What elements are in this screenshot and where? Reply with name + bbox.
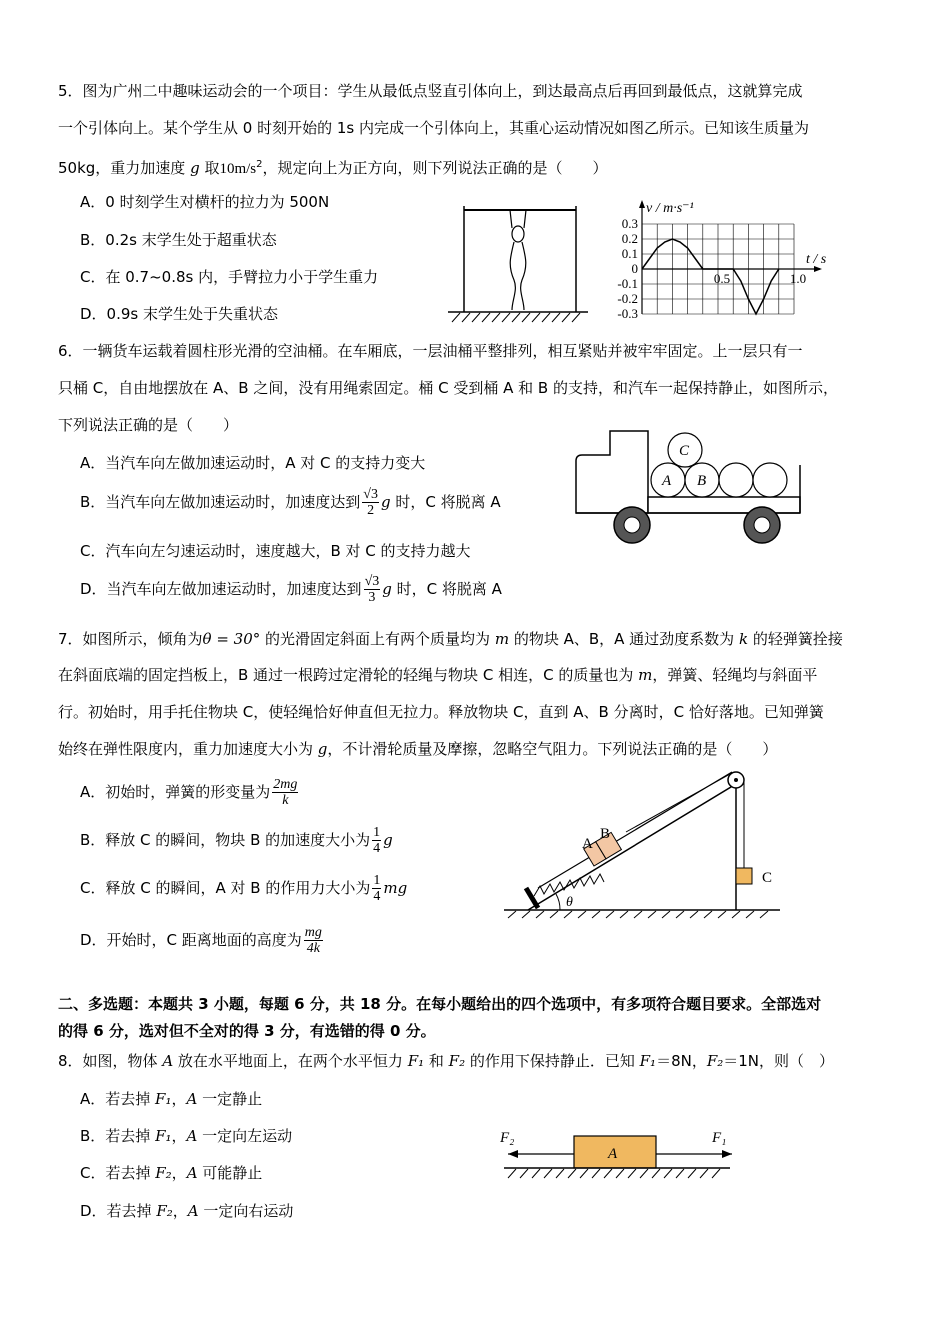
q7-option-a [80,777,300,808]
chart-series-line [642,239,779,314]
q7-text: C．释放 C 的瞬间，A 对 B 的作用力大小为 [80,879,371,897]
fraction-num: 1 [373,825,381,840]
y-tick-label: 0 [631,261,638,276]
q5-stem-line3 [58,154,608,180]
q5-stem-line2: 一个引体向上。某个学生从 0 时刻开始的 1s 内完成一个引体向上，其重心运动情况如图乙所示。已知该生质量为 [58,119,809,137]
q8-text: ， [172,1202,188,1220]
q8-text: 放在水平地面上，在两个水平恒力 [173,1052,408,1070]
m-symbol: m [638,666,653,684]
q6-option-a: A．当汽车向左做加速运动时，A 对 C 的支持力变大 [80,454,426,472]
q7-option-c [80,873,407,904]
q5-stem-line1: 5．图为广州二中趣味运动会的一个项目：学生从最低点竖直引体向上，到达最高点后再回到最低点，这就算完成 [58,82,803,100]
q6-option-c: C．汽车向左匀速运动时，速度越大，B 对 C 的支持力越大 [80,542,471,560]
q8-option-d [80,1200,293,1222]
q6-text: 时，C 将脱离 A [391,580,502,598]
q5-option-b: B．0.2s 末学生处于超重状态 [80,231,277,249]
q8-text: 可能静止 [197,1164,263,1182]
q5-text: 取 [199,159,220,177]
q8-text: ＝8N， [656,1052,707,1070]
f2-symbol: F₂ [448,1052,466,1070]
q6-stem-line3: 下列说法正确的是（ ） [58,416,239,434]
q8-text: B．若去掉 [80,1127,156,1145]
f2-label: F₂ [500,1130,515,1146]
q8-option-c [80,1162,262,1184]
force-symbol: F₁ [155,1090,172,1108]
fraction-num: 2mg [273,777,298,792]
chart-y-ticks [617,216,638,321]
q6-truck-figure [570,425,810,550]
f1-symbol: F₁ [407,1052,425,1070]
force-symbol: F₁ [155,1127,172,1145]
angle-theta-label: θ [566,895,573,910]
f2-arrow-icon [508,1150,518,1158]
x-tick-label: 0.5 [713,271,731,286]
q8-text: 8．如图，物体 [58,1052,163,1070]
chart-axes [639,200,822,314]
q6-stem-line1: 6．一辆货车运载着圆柱形光滑的空油桶。在车厢底，一层油桶平整排列，相互紧贴并被牢牢固定。上一层只有一 [58,342,803,360]
q5-unit: 10m/s [219,161,257,177]
a-symbol: A [162,1052,174,1070]
barrel [753,463,787,497]
q7-theta-expr: θ = 30° [202,630,261,648]
q7-text: 的轻弹簧拴接 [748,630,843,648]
q6-option-b [80,487,501,518]
fraction-num: √3 [364,574,380,589]
block-c-label: C [762,870,773,886]
fraction [372,825,381,856]
y-tick-label: -0.1 [617,276,638,291]
q5-g-symbol: g [190,159,200,177]
q5-unit-exp: 2 [256,159,263,170]
q7-text: B．释放 C 的瞬间，物块 B 的加速度大小为 [80,831,371,849]
k-symbol: k [738,630,749,648]
force-symbol: F₂ [156,1202,173,1220]
barrel [719,463,753,497]
q7-incline-figure [500,770,790,920]
q8-text: ， [171,1090,187,1108]
q8-text: 一定向左运动 [197,1127,293,1145]
q6-text: D．当汽车向左做加速运动时，加速度达到 [80,580,362,598]
fraction-den: 2 [367,503,375,518]
q8-text: 的作用下保持静止．已知 [465,1052,640,1070]
fraction-num: √3 [363,487,378,502]
q7-text: 始终在弹性限度内，重力加速度大小为 [58,740,318,758]
fraction-den: 4k [306,941,320,956]
q5-pullup-figure [448,200,588,330]
g-symbol: g [380,493,391,511]
fraction-den: k [282,793,289,808]
fraction [364,574,381,605]
y-tick-label: 0.3 [621,216,638,231]
force-symbol: F₂ [155,1164,172,1182]
q5-option-c: C．在 0.7~0.8s 内，手臂拉力小于学生重力 [80,268,379,286]
chart-x-axis-label: t / s [806,252,827,267]
fraction [372,873,381,904]
q7-text: 7．如图所示，倾角为 [58,630,203,648]
q7-text: ，不计滑轮质量及摩擦，忽略空气阻力。下列说法正确的是（ ） [327,740,778,758]
q7-text: 的物块 A、B，A 通过劲度系数为 [509,630,739,648]
fraction [304,925,323,956]
mg-symbol: mg [383,879,408,897]
fraction [362,487,379,518]
fraction-num: 1 [373,873,381,888]
chart-y-axis-label: v / m·s⁻¹ [646,201,694,216]
g-symbol: g [382,580,392,598]
y-tick-label: -0.2 [617,291,638,306]
a-symbol: A [186,1164,198,1182]
q7-option-b [80,825,393,856]
fraction [272,777,298,808]
q8-text: 一定静止 [197,1090,263,1108]
fraction-den: 3 [368,590,376,605]
q8-text: ， [171,1164,187,1182]
q8-stem [58,1050,834,1072]
q5-text: ，规定向上为正方向，则下列说法正确的是（ ） [262,159,608,177]
q7-text: 在斜面底端的固定挡板上，B 通过一根跨过定滑轮的轻绳与物块 C 相连，C 的质量也为 [58,666,639,684]
q6-option-d [80,574,502,605]
q7-text: D．开始时，C 距离地面的高度为 [80,931,302,949]
fraction-den: 4 [373,841,381,856]
q7-stem-line4 [58,738,777,760]
q5-option-a: A．0 时刻学生对横杆的拉力为 500N [80,193,330,211]
barrel-c-label: C [679,443,690,459]
q8-text: D．若去掉 [80,1202,157,1220]
q8-text: ， [171,1127,187,1145]
q7-option-d [80,925,325,956]
barrel-b-label: B [697,473,707,489]
barrel-a-label: A [662,473,672,489]
x-tick-label: 1.0 [789,271,807,286]
a-symbol: A [187,1202,199,1220]
block-a-label: A [582,836,593,852]
g-symbol: g [317,740,328,758]
q7-stem-line3: 行。初始时，用手托住物块 C，使轻绳恰好伸直但无拉力。释放物块 C，直到 A、B 分离时，C 恰好落地。已知弹簧 [58,703,824,721]
q8-text: ＝1N，则（ ） [723,1052,835,1070]
q8-text: 一定向右运动 [198,1202,294,1220]
q7-stem-line2 [58,664,817,686]
a-symbol: A [186,1127,198,1145]
q8-option-a [80,1088,262,1110]
block-b-label: B [600,826,611,842]
q6-stem-line2: 只桶 C，自由地摆放在 A、B 之间，没有用绳索固定。桶 C 受到桶 A 和 B 的支持，和汽车一起保持静止，如图所示， [58,379,838,397]
section2-heading-line2: 的得 6 分，选对但不全对的得 3 分，有选错的得 0 分。 [58,1022,436,1040]
g-symbol: g [383,831,393,849]
section2-heading-line1: 二、多选题：本题共 3 小题，每题 6 分，共 18 分。在每小题给出的四个选项中，有多项符合题目要求。全部选对 [58,995,822,1013]
f1-label: F₁ [712,1130,727,1146]
fraction-den: 4 [373,889,381,904]
y-tick-label: 0.2 [621,231,638,246]
block-a-label: A [608,1146,618,1162]
q7-text: 的光滑固定斜面上有两个质量均为 [260,630,495,648]
f1-arrow-icon [722,1150,732,1158]
q5-text: 50kg，重力加速度 [58,159,191,177]
q8-text: C．若去掉 [80,1164,156,1182]
q5-option-d: D．0.9s 末学生处于失重状态 [80,305,278,323]
f2-symbol: F₂ [706,1052,724,1070]
y-axis-arrow-icon [639,200,645,208]
q8-text: 和 [424,1052,449,1070]
q7-stem-line1 [58,628,843,650]
q5-vt-chart [606,196,836,326]
q6-text: 时，C 将脱离 A [390,493,501,511]
y-tick-label: 0.1 [621,246,638,261]
y-tick-label: -0.3 [617,306,638,321]
q7-text: ，弹簧、轻绳均与斜面平 [652,666,818,684]
fraction-num: mg [304,925,322,940]
block-c [736,868,752,884]
q8-force-figure [500,1122,740,1188]
q8-text: A．若去掉 [80,1090,156,1108]
q7-text: A．初始时，弹簧的形变量为 [80,783,271,801]
q6-text: B．当汽车向左做加速运动时，加速度达到 [80,493,361,511]
m-symbol: m [494,630,510,648]
q8-option-b [80,1125,292,1147]
f1-symbol: F₁ [639,1052,657,1070]
a-symbol: A [186,1090,198,1108]
